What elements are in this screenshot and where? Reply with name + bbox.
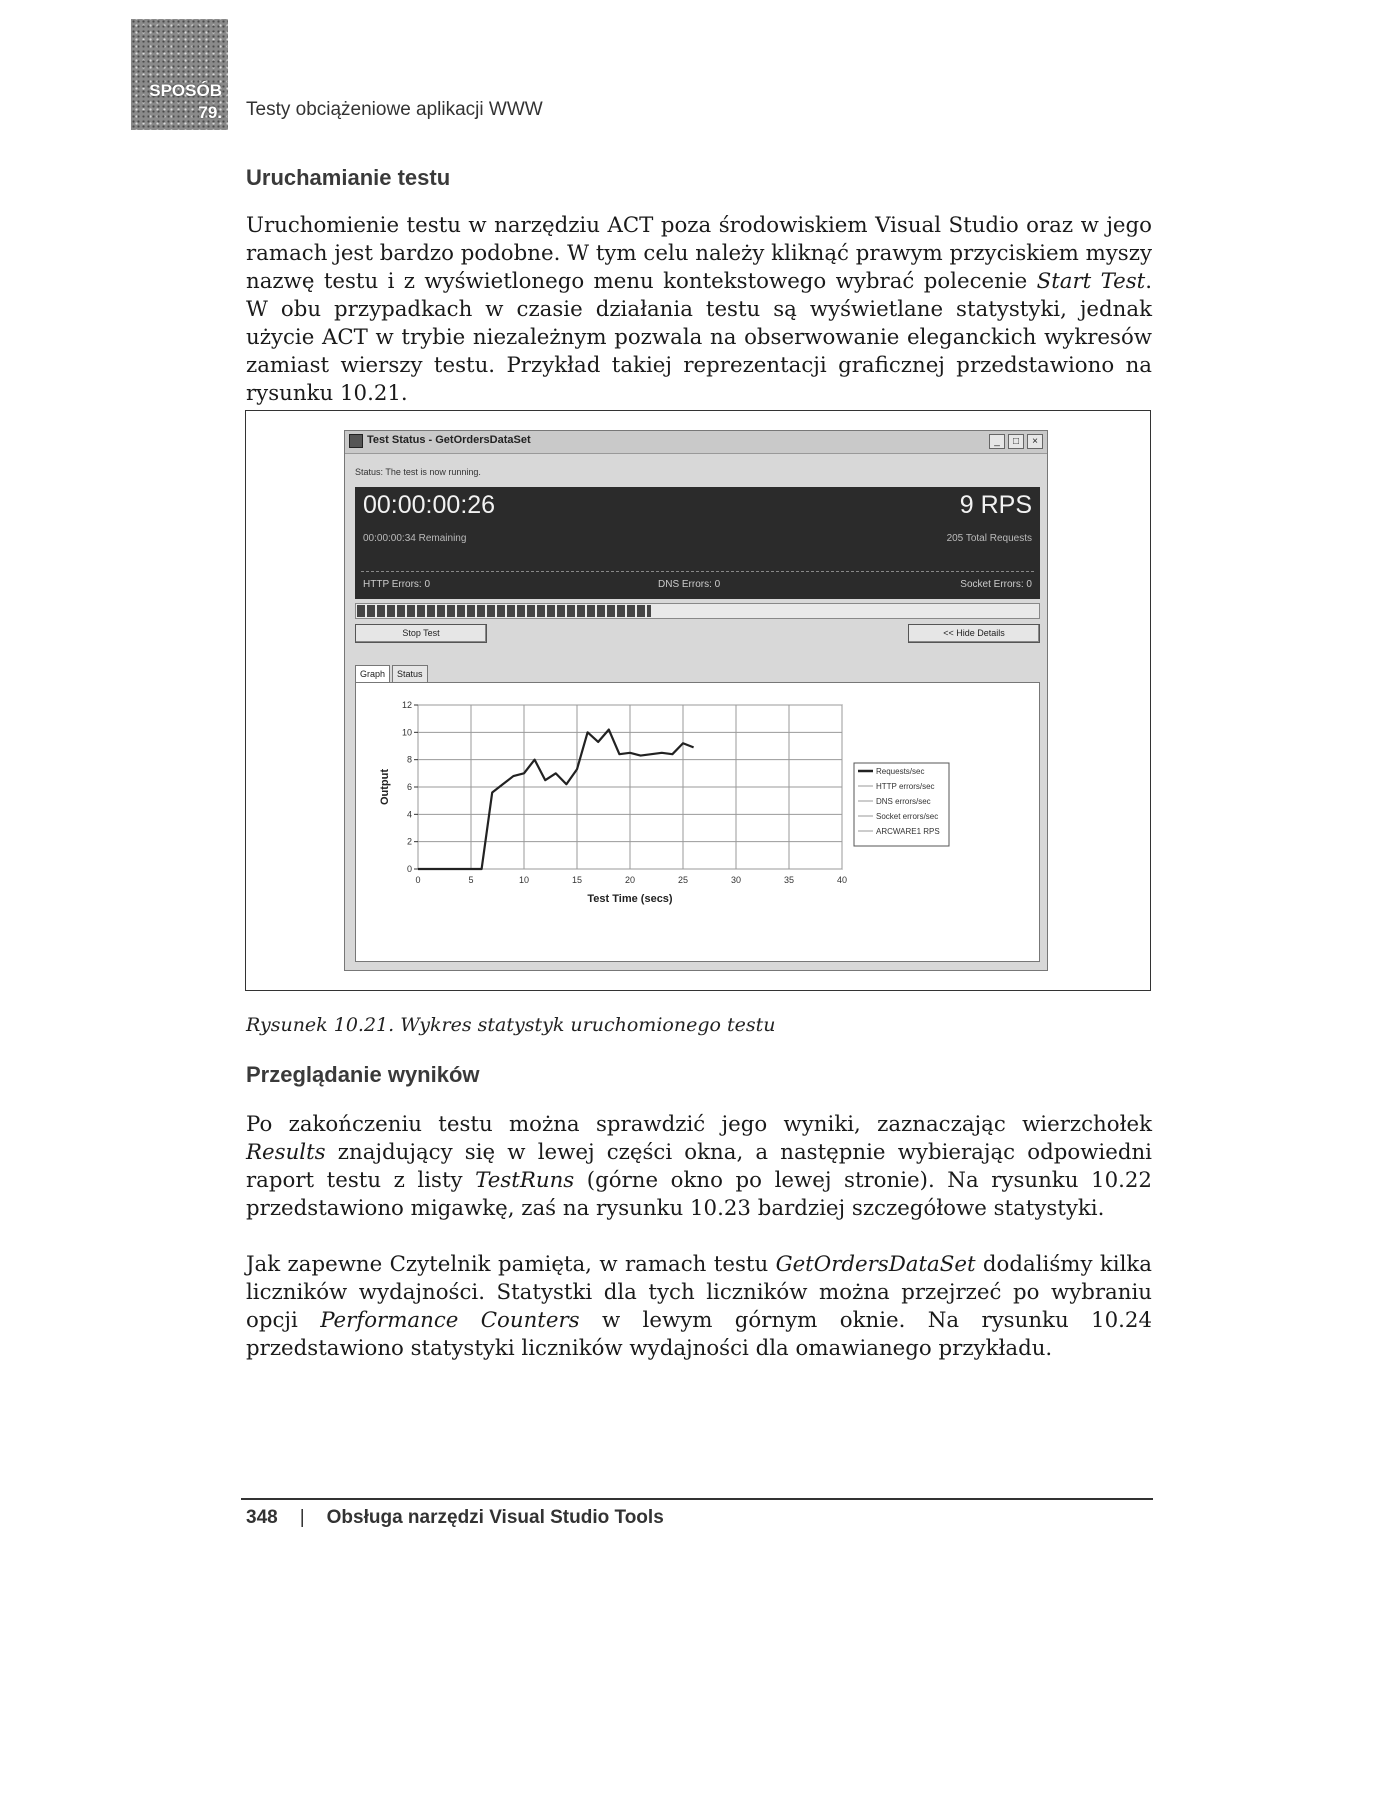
x-tick-label: 35: [783, 875, 795, 885]
x-tick-label: 20: [624, 875, 636, 885]
y-tick-label: 4: [406, 809, 412, 820]
legend-label: DNS errors/sec: [876, 797, 931, 806]
y-axis-label: Output: [379, 768, 391, 806]
section-heading-run-test: Uruchamianie testu: [246, 165, 451, 190]
status-text: Status: The test is now running.: [355, 467, 481, 477]
window-title: Test Status - GetOrdersDataSet: [367, 434, 531, 446]
rps-value: 9 RPS: [959, 491, 1032, 519]
figure-caption: Rysunek 10.21. Wykres statystyk uruchomionego testu: [246, 1014, 776, 1036]
window-title-bar[interactable]: [345, 431, 1047, 454]
socket-errors: Socket Errors: 0: [960, 579, 1032, 590]
http-errors: HTTP Errors: 0: [363, 579, 431, 590]
y-tick-label: 12: [401, 700, 412, 710]
paragraph-results: Po zakończeniu testu można sprawdzić jego wyniki, zaznaczając wierzchołek Results znajdujący się w lewej części okna, a następnie wybierając odpowiedni raport testu z listy TestRuns (górne okno po lewej stronie). Na rysunku 10.22 przedstawiono migawkę, zaś na rysunku 10.23 bardziej szczegółowe statystyki.: [246, 1112, 1152, 1221]
section-heading-results: Przeglądanie wyników: [246, 1062, 480, 1087]
running-head: Testy obciążeniowe aplikacji WWW: [246, 99, 543, 120]
footer-separator: |: [299, 1507, 305, 1528]
output-chart: [356, 683, 1039, 961]
minimize-icon[interactable]: _: [989, 434, 1005, 449]
x-tick-label: 40: [836, 875, 848, 885]
legend-label: ARCWARE1 RPS: [876, 827, 940, 836]
x-axis-label: Test Time (secs): [587, 893, 673, 905]
legend-label: HTTP errors/sec: [876, 782, 935, 791]
footer-rule: [241, 1498, 1153, 1500]
y-tick-label: 8: [406, 754, 412, 765]
total-requests: 205 Total Requests: [946, 533, 1032, 544]
remaining-time: 00:00:00:34 Remaining: [363, 533, 467, 544]
x-tick-label: 25: [677, 875, 689, 885]
x-tick-label: 0: [415, 875, 421, 885]
maximize-icon[interactable]: □: [1008, 434, 1024, 449]
footer-chapter: Obsługa narzędzi Visual Studio Tools: [326, 1507, 664, 1528]
y-tick-label: 2: [406, 836, 412, 847]
progress-bar: [355, 603, 1040, 619]
page-number: 348: [246, 1507, 278, 1528]
y-tick-label: 6: [406, 782, 412, 792]
dns-errors: DNS Errors: 0: [658, 579, 721, 590]
graph-panel: [355, 682, 1040, 962]
x-tick-label: 15: [571, 875, 583, 885]
legend-label: Socket errors/sec: [876, 812, 939, 821]
app-icon: [349, 434, 363, 448]
badge-word: SPOSÓB: [149, 81, 222, 100]
close-icon[interactable]: ×: [1027, 434, 1043, 449]
x-tick-label: 5: [468, 875, 474, 885]
progress-fill: [357, 605, 651, 617]
tab-graph[interactable]: Graph: [355, 665, 390, 682]
elapsed-time: 00:00:00:26: [363, 491, 496, 519]
test-status-window: [344, 430, 1048, 971]
hide-details-button[interactable]: << Hide Details: [908, 624, 1040, 643]
section-badge: [131, 19, 228, 130]
x-tick-label: 10: [518, 875, 530, 885]
y-tick-label: 10: [401, 727, 412, 738]
paragraph-run-test: Uruchomienie testu w narzędziu ACT poza środowiskiem Visual Studio oraz w jego ramach jest bardzo podobne. W tym celu należy kliknąć prawym przyciskiem myszy nazwę testu i z wyświetlonego menu kontekstowego wybrać polecenie Start Test. W obu przypadkach w czasie działania testu są wyświetlane statystyki, jednak użycie ACT w trybie niezależnym pozwala na obserwowanie eleganckich wykresów zamiast wierszy testu. Przykład takiej reprezentacji graficznej przedstawiono na rysunku 10.21.: [246, 213, 1153, 406]
y-tick-label: 0: [406, 864, 412, 874]
tab-status[interactable]: Status: [392, 665, 428, 682]
paragraph-counters: Jak zapewne Czytelnik pamięta, w ramach testu GetOrdersDataSet dodaliśmy kilka liczników wydajności. Statystki dla tych liczników można przejrzeć po wybraniu opcji Performance Counters w lewym górnym oknie. Na rysunku 10.24 przedstawiono statystyki liczników wydajności dla omawianego przykładu.: [246, 1252, 1153, 1361]
stats-panel: [355, 487, 1040, 599]
x-tick-label: 30: [730, 875, 742, 885]
page-footer: [246, 1507, 664, 1529]
legend-label: Requests/sec: [876, 767, 925, 776]
badge-number: 79.: [198, 103, 222, 122]
stop-test-button[interactable]: Stop Test: [355, 624, 487, 643]
error-divider: [361, 571, 1034, 572]
